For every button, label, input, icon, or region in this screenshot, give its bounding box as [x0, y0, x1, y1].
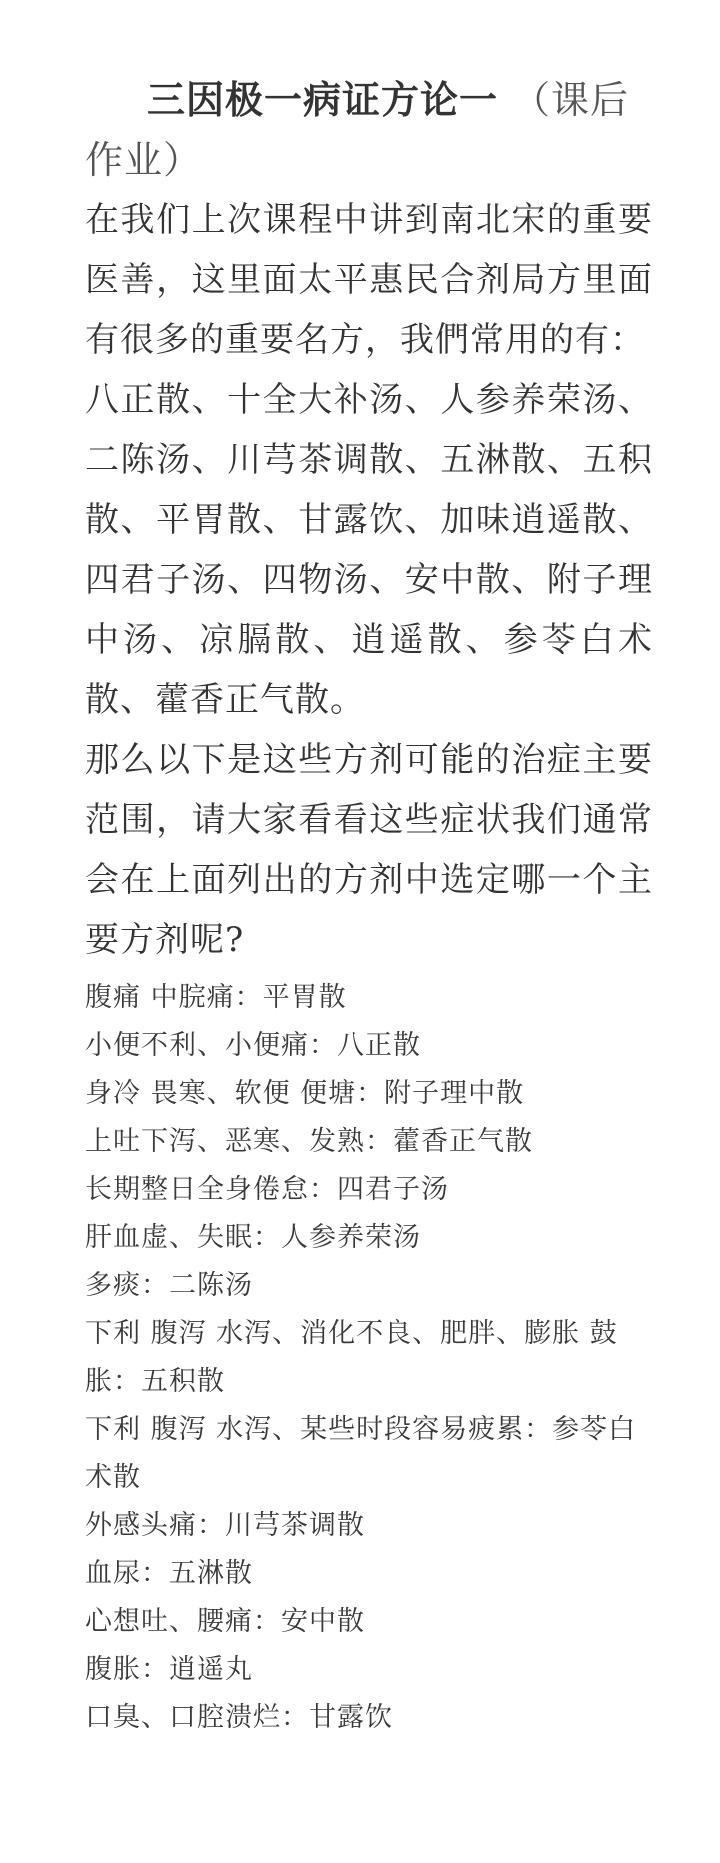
answer-item: 小便不利、小便痛：八正散 — [85, 1030, 421, 1061]
intro-paragraph: 在我们上次课程中讲到南北宋的重要医善，这里面太平惠民合剂局方里面有很多的重要名方，我們常用的有： — [85, 200, 653, 360]
answer-item: 肝血虚、失眠：人参养荣汤 — [85, 1222, 421, 1253]
answer-item: 口臭、口腔溃烂：甘露饮 — [85, 1702, 393, 1733]
article — [85, 70, 653, 1742]
answer-item: 心想吐、腰痛：安中散 — [85, 1606, 365, 1637]
question-paragraph: 那么以下是这些方剂可能的治症主要范围，请大家看看这些症状我们通常会在上面列出的方剂中选定哪一个主要方剂呢? — [85, 740, 653, 960]
answer-item: 血尿：五淋散 — [85, 1558, 253, 1589]
answer-item: 下利 腹泻 水泻、某些时段容易疲累：参苓白术散 — [85, 1414, 637, 1493]
page-title — [85, 70, 653, 190]
answer-list — [85, 974, 653, 1742]
answer-item: 外感头痛：川芎茶调散 — [85, 1510, 365, 1541]
answer-item: 腹胀：逍遥丸 — [85, 1654, 253, 1685]
title-note: （课后作业） — [85, 78, 630, 182]
answer-item: 身冷 畏寒、软便 便塘：附子理中散 — [85, 1078, 525, 1109]
title-main: 三因极一病证方论一 — [147, 77, 499, 122]
formula-list-paragraph: 八正散、十全大补汤、人参养荣汤、二陈汤、川芎茶调散、五淋散、五积散、平胃散、甘露饮、加味逍遥散、四君子汤、四物汤、安中散、附子理中汤、凉膈散、逍遥散、参苓白术散、藿香正气散。 — [85, 380, 653, 720]
answer-item: 腹痛 中脘痛：平胃散 — [85, 982, 347, 1013]
answer-item: 多痰：二陈汤 — [85, 1270, 253, 1301]
answer-item: 下利 腹泻 水泻、消化不良、肥胖、膨胀 鼓胀：五积散 — [85, 1318, 618, 1397]
answer-item: 上吐下泻、恶寒、发熟：藿香正气散 — [85, 1126, 533, 1157]
answer-item: 长期整日全身倦怠：四君子汤 — [85, 1174, 449, 1205]
